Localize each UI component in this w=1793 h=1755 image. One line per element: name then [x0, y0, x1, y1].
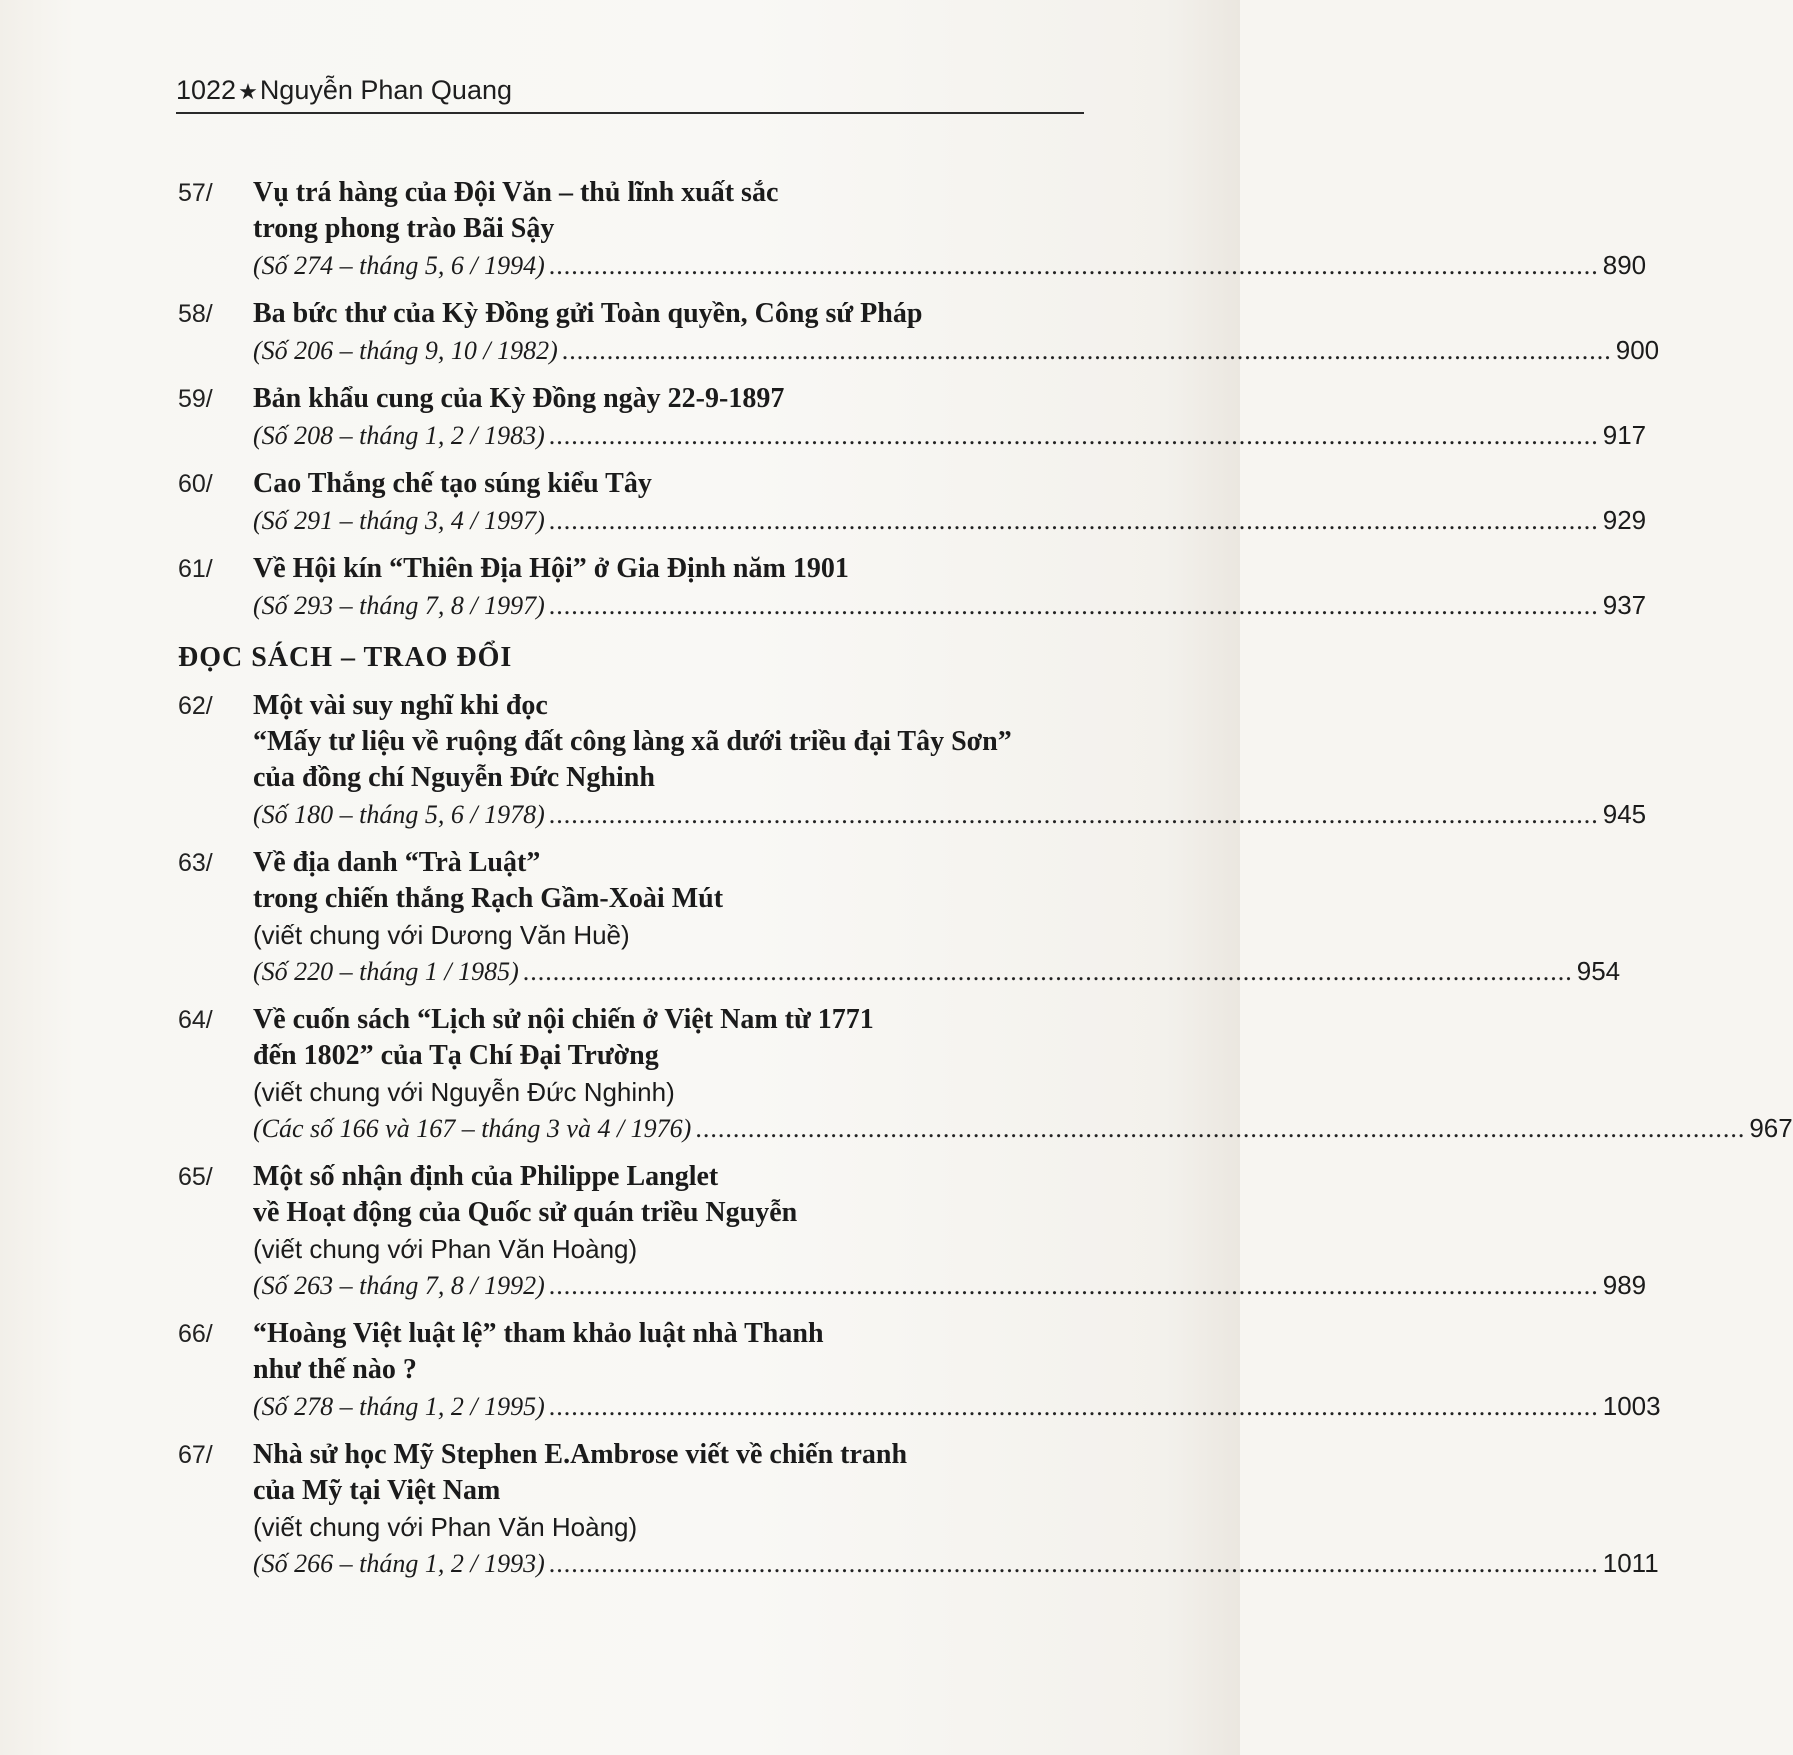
entry-reference [253, 1267, 1647, 1304]
entry-coauthor-note: (viết chung với Dương Văn Huề) [253, 920, 630, 950]
entry-title-line: trong chiến thắng Rạch Gầm-Xoài Mút [253, 883, 724, 914]
dot-leader: ............................................................................................................................................ [561, 336, 1612, 365]
entry-title-line: Về cuốn sách “Lịch sử nội chiến ở Việt Nam từ 1771 [253, 1004, 874, 1035]
entry-title-line: đến 1802” của Tạ Chí Đại Trường [253, 1040, 659, 1071]
entry-coauthor-note: (viết chung với Phan Văn Hoàng) [253, 1512, 638, 1542]
entry-number: 63/ [178, 849, 213, 877]
entry-page-number: 954 [1576, 956, 1621, 986]
entry-reference [253, 1545, 1659, 1582]
dot-leader: ............................................................................................................................................ [548, 591, 1599, 620]
entry-page-number: 917 [1602, 420, 1647, 450]
entry-body [253, 1002, 1793, 1147]
entry-title-line: Một số nhận định của Philippe Langlet [253, 1161, 719, 1192]
dot-leader: ............................................................................................................................................ [548, 1392, 1599, 1421]
entry-issue: (Số 291 – tháng 3, 4 / 1997) [253, 506, 545, 535]
header-author: Nguyễn Phan Quang [259, 75, 513, 105]
entry-reference [253, 502, 1647, 539]
entry-reference [253, 1388, 1661, 1425]
entry-body [253, 845, 1621, 990]
entry-page-number: 929 [1602, 505, 1647, 535]
header-page-number: 1022 [176, 75, 237, 105]
entry-number: 61/ [178, 555, 213, 583]
entry-title-line: “Mấy tư liệu về ruộng đất công làng xã dưới triều đại Tây Sơn” [253, 726, 1012, 757]
entry-reference [253, 247, 1647, 284]
entry-title-line: trong phong trào Bãi Sậy [253, 213, 555, 244]
dot-leader: ............................................................................................................................................ [548, 421, 1599, 450]
entry-title-line: Về Hội kín “Thiên Địa Hội” ở Gia Định năm 1901 [253, 553, 849, 584]
entry-issue: (Số 180 – tháng 5, 6 / 1978) [253, 800, 545, 829]
dot-leader: ............................................................................................................................................ [522, 957, 1573, 986]
entry-body [253, 1159, 1647, 1304]
running-header [176, 70, 1084, 114]
entry-title-line: của Mỹ tại Việt Nam [253, 1475, 501, 1506]
toc-entry [176, 381, 1647, 454]
entry-issue: (Số 206 – tháng 9, 10 / 1982) [253, 336, 558, 365]
entry-body [253, 551, 1647, 624]
entry-issue: (Số 278 – tháng 1, 2 / 1995) [253, 1392, 545, 1421]
entry-number: 64/ [178, 1006, 213, 1034]
toc-entry [176, 1002, 1793, 1147]
dot-leader: ............................................................................................................................................ [548, 800, 1599, 829]
toc-entry [176, 1316, 1661, 1425]
entry-title-line: Bản khẩu cung của Kỳ Đồng ngày 22-9-1897 [253, 383, 785, 414]
entry-number: 67/ [178, 1441, 213, 1469]
entry-body [253, 296, 1660, 369]
entry-issue: (Số 266 – tháng 1, 2 / 1993) [253, 1549, 545, 1578]
entry-body [253, 688, 1647, 833]
entry-title-line: Ba bức thư của Kỳ Đồng gửi Toàn quyền, Công sứ Pháp [253, 298, 923, 329]
entry-reference [253, 953, 1621, 990]
toc-entry [176, 466, 1647, 539]
toc-entry [176, 688, 1647, 833]
toc-group-b [176, 688, 1793, 1582]
entry-issue: (Số 220 – tháng 1 / 1985) [253, 957, 519, 986]
entry-reference [253, 332, 1660, 369]
entry-title-line: “Hoàng Việt luật lệ” tham khảo luật nhà Thanh [253, 1318, 824, 1349]
toc-entry [176, 551, 1647, 624]
entry-body [253, 466, 1647, 539]
toc-group-a [176, 175, 1660, 624]
entry-reference [253, 417, 1647, 454]
entry-coauthor-note: (viết chung với Nguyễn Đức Nghinh) [253, 1077, 675, 1107]
entry-issue: (Số 263 – tháng 7, 8 / 1992) [253, 1271, 545, 1300]
entry-number: 60/ [178, 470, 213, 498]
entry-issue: (Số 293 – tháng 7, 8 / 1997) [253, 591, 545, 620]
entry-body [253, 1316, 1661, 1425]
header-text [176, 75, 512, 106]
section-heading: ĐỌC SÁCH – TRAO ĐỔI [178, 642, 513, 673]
entry-coauthor-note: (viết chung với Phan Văn Hoàng) [253, 1234, 638, 1264]
dot-leader: ............................................................................................................................................ [548, 251, 1599, 280]
toc-entry [176, 175, 1647, 284]
entry-page-number: 945 [1602, 799, 1647, 829]
entry-page-number: 900 [1615, 335, 1660, 365]
entry-page-number: 1003 [1602, 1391, 1661, 1421]
entry-reference [253, 587, 1647, 624]
entry-number: 62/ [178, 692, 213, 720]
toc-entry [176, 1159, 1647, 1304]
toc-entry [176, 845, 1621, 990]
entry-number: 57/ [178, 179, 213, 207]
entry-title-line: Về địa danh “Trà Luật” [253, 847, 541, 878]
entry-body [253, 175, 1647, 284]
entry-issue: (Số 274 – tháng 5, 6 / 1994) [253, 251, 545, 280]
dot-leader: ............................................................................................................................................ [548, 506, 1599, 535]
star-icon: ★ [238, 79, 258, 104]
entry-number: 65/ [178, 1163, 213, 1191]
entry-page-number: 937 [1602, 590, 1647, 620]
entry-title-line: Cao Thắng chế tạo súng kiểu Tây [253, 468, 652, 499]
entry-body [253, 381, 1647, 454]
entry-number: 59/ [178, 385, 213, 413]
toc-content [176, 175, 1793, 1594]
entry-page-number: 1011 [1602, 1548, 1659, 1578]
dot-leader: ............................................................................................................................................ [548, 1271, 1599, 1300]
entry-page-number: 890 [1602, 250, 1647, 280]
entry-issue: (Số 208 – tháng 1, 2 / 1983) [253, 421, 545, 450]
entry-page-number: 989 [1602, 1270, 1647, 1300]
entry-reference [253, 1110, 1793, 1147]
entry-number: 58/ [178, 300, 213, 328]
toc-entry [176, 296, 1660, 369]
entry-title-line: của đồng chí Nguyễn Đức Nghinh [253, 762, 655, 793]
entry-title-line: như thế nào ? [253, 1354, 417, 1385]
entry-number: 66/ [178, 1320, 213, 1348]
entry-body [253, 1437, 1659, 1582]
entry-title-line: về Hoạt động của Quốc sử quán triều Nguyễn [253, 1197, 798, 1228]
entry-issue: (Các số 166 và 167 – tháng 3 và 4 / 1976) [253, 1114, 692, 1143]
entry-page-number: 967 [1749, 1113, 1793, 1143]
entry-reference [253, 796, 1647, 833]
entry-title-line: Một vài suy nghĩ khi đọc [253, 690, 548, 721]
toc-entry [176, 1437, 1659, 1582]
entry-title-line: Nhà sử học Mỹ Stephen E.Ambrose viết về chiến tranh [253, 1439, 908, 1470]
entry-title-line: Vụ trá hàng của Đội Văn – thủ lĩnh xuất sắc [253, 177, 779, 208]
dot-leader: ............................................................................................................................................ [695, 1114, 1746, 1143]
dot-leader: ............................................................................................................................................ [548, 1549, 1599, 1578]
